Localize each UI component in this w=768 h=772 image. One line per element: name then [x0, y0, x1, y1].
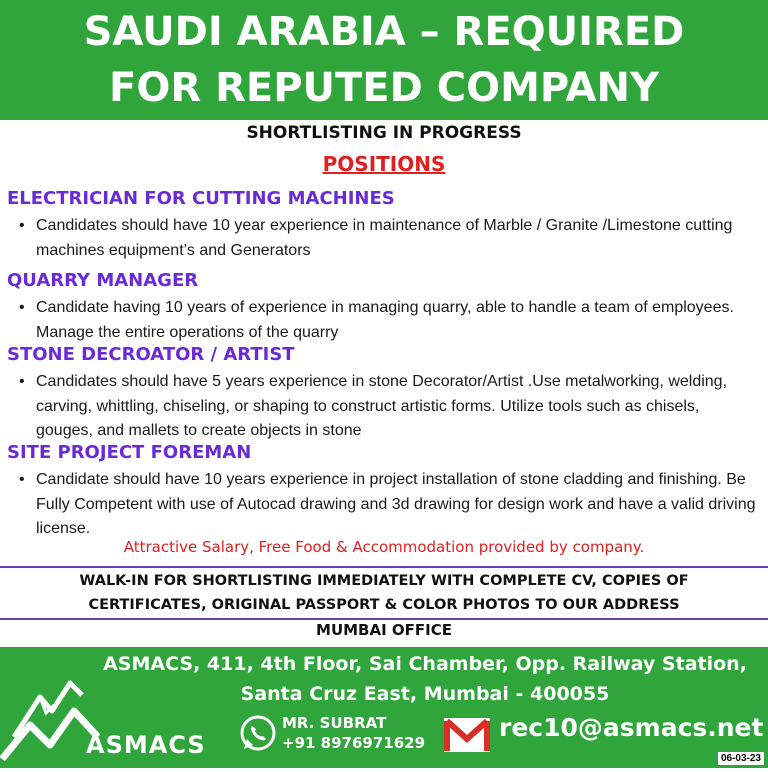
job-title: SITE PROJECT FOREMAN — [7, 442, 252, 463]
shortlisting-subheading: SHORTLISTING IN PROGRESS — [246, 123, 522, 143]
salary-note: Attractive Salary, Free Food & Accommodation provided by company. — [123, 538, 645, 556]
job-list — [0, 186, 768, 542]
job-item — [0, 186, 768, 268]
contact-phone[interactable]: +91 8976971629 — [282, 734, 426, 752]
footer-banner — [0, 647, 768, 768]
address-line2: Santa Cruz East, Mumbai - 400055 — [240, 683, 610, 705]
job-item — [0, 268, 768, 342]
header-title-line1: SAUDI ARABIA – REQUIRED — [83, 9, 685, 55]
date-stamp: 06-03-23 — [718, 752, 764, 765]
address-line1: ASMACS, 411, 4th Floor, Sai Chamber, Opp. Railway Station, — [103, 653, 747, 675]
mail-icon — [443, 717, 491, 758]
job-description — [19, 370, 756, 444]
job-title: QUARRY MANAGER — [7, 270, 199, 291]
job-description — [19, 468, 756, 542]
job-item — [0, 342, 768, 440]
walkin-line2: CERTIFICATES, ORIGINAL PASSPORT & COLOR PHOTOS TO OUR ADDRESS — [88, 597, 680, 613]
job-description — [19, 296, 756, 345]
email-link[interactable]: rec10@asmacs.net — [499, 713, 764, 742]
office-label: MUMBAI OFFICE — [316, 621, 452, 639]
bullet: • — [19, 471, 25, 488]
contact-info — [282, 713, 425, 753]
job-description-text: Candidate having 10 years of experience in managing quarry, able to handle a team of employees. Manage the entire operations of the quarry — [36, 299, 734, 341]
divider — [0, 618, 768, 620]
whatsapp-icon — [239, 714, 277, 757]
job-title: ELECTRICIAN FOR CUTTING MACHINES — [7, 188, 395, 209]
job-title: STONE DECROATOR / ARTIST — [7, 344, 295, 365]
contact-name: MR. SUBRAT — [282, 714, 387, 732]
brand-name: ASMACS — [86, 731, 206, 759]
walkin-line1: WALK-IN FOR SHORTLISTING IMMEDIATELY WITH COMPLETE CV, COPIES OF — [79, 573, 689, 589]
bullet: • — [19, 373, 25, 390]
job-description-text: Candidates should have 5 years experience in stone Decorator/Artist .Use metalworking, welding, carving, whittling, chiseling, or shaping to construct artistic forms. Utilize tools such as chisels, gouges, and mallets to create objects in stone — [36, 373, 728, 439]
mountain-logo-icon — [0, 667, 100, 772]
job-description-text: Candidates should have 10 year experience in maintenance of Marble / Granite /Limestone cutting machines equipment’s and Generators — [36, 217, 733, 259]
positions-heading: POSITIONS — [322, 152, 446, 176]
job-item — [0, 440, 768, 542]
divider — [0, 566, 768, 568]
walkin-instructions — [0, 569, 768, 617]
header-banner — [0, 0, 768, 120]
bullet: • — [19, 217, 25, 234]
bullet: • — [19, 299, 25, 316]
job-description — [19, 214, 756, 263]
job-description-text: Candidate should have 10 years experience in project installation of stone cladding and finishing. Be Fully Competent with use of Autocad drawing and 3d drawing for design work and have a valid driving license. — [36, 471, 756, 537]
header-title-line2: FOR REPUTED COMPANY — [109, 65, 659, 111]
